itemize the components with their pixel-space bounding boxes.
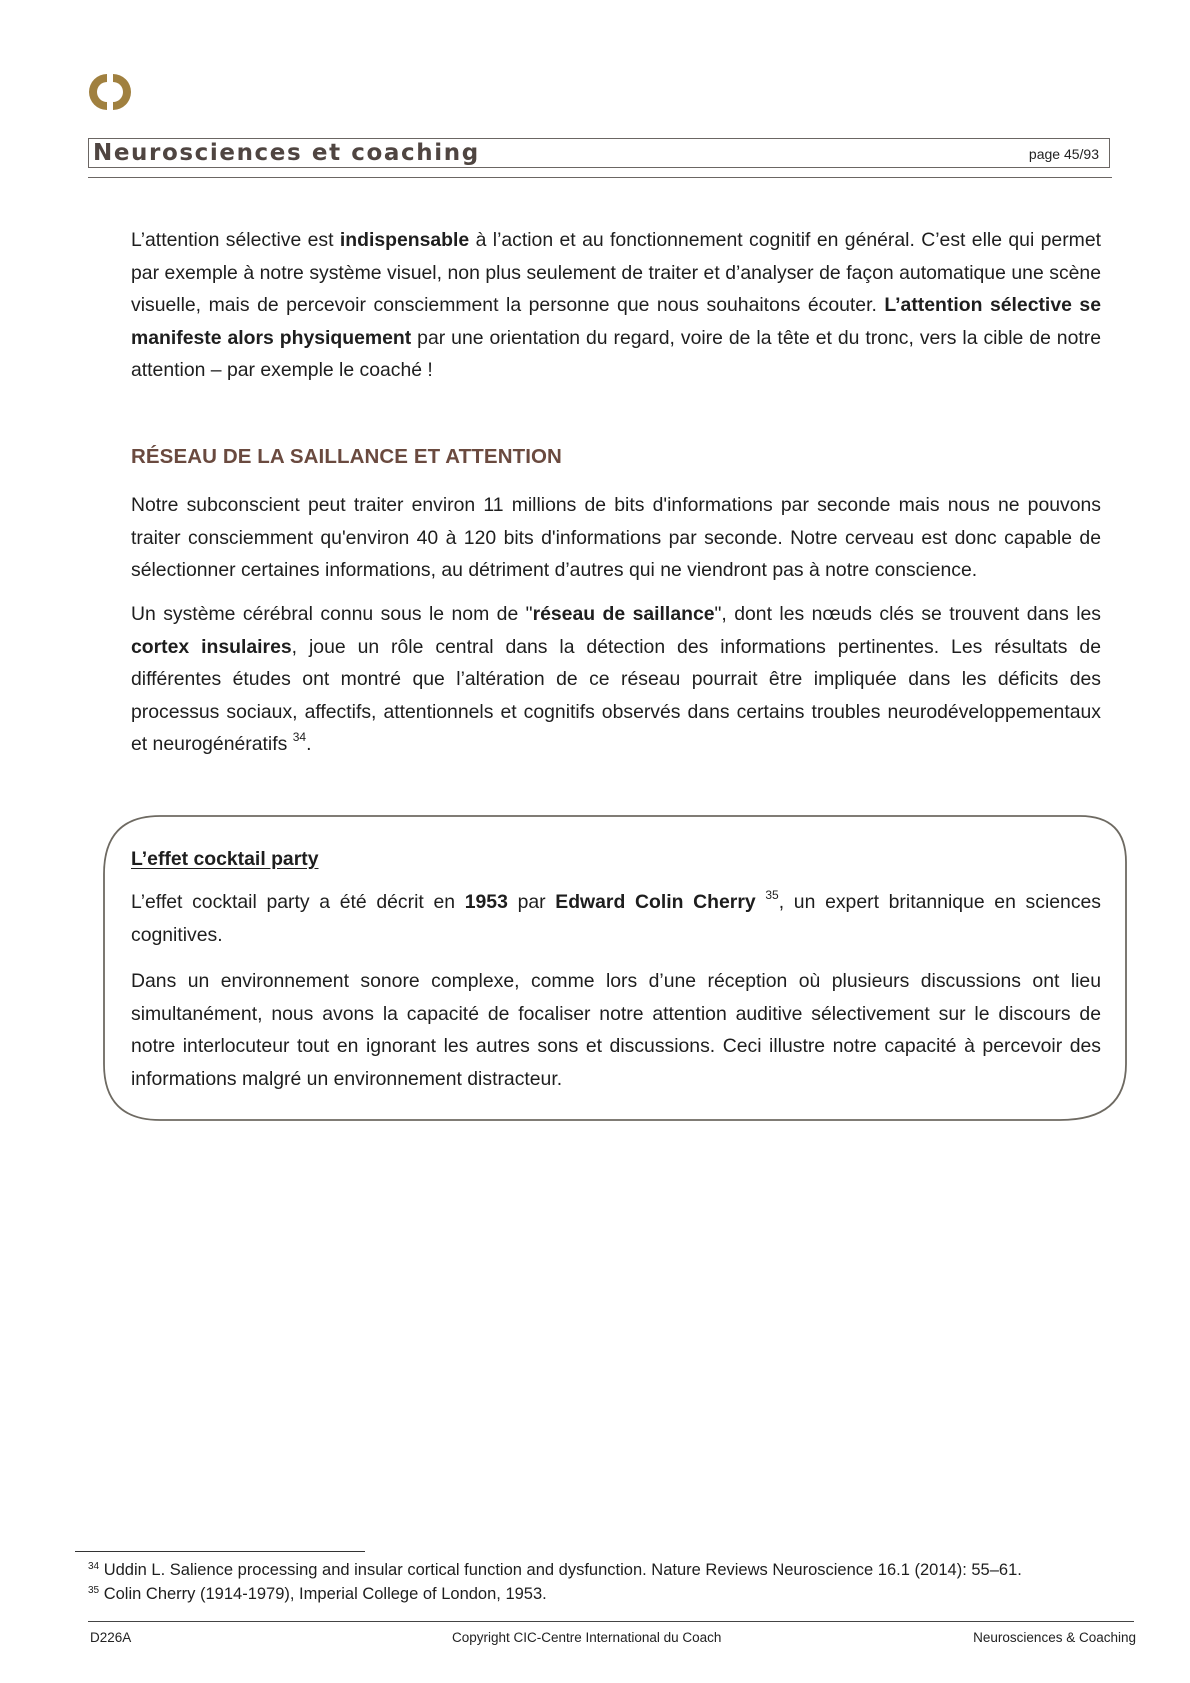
page-header (88, 138, 1110, 168)
bold-text: 1953 (464, 891, 508, 913)
bold-text: indispensable (339, 229, 470, 251)
footnotes (88, 1558, 1022, 1606)
section-heading: RÉSEAU DE LA SAILLANCE ET ATTENTION (131, 445, 562, 468)
footnote-35 (88, 1582, 1022, 1606)
footer-course-title: Neurosciences & Coaching (973, 1630, 1136, 1645)
text: à l’action et au fonctionnement cognitif en général. C’est elle qui permet par exemple à notre système visuel, non plus seulement de traiter et d’analyser de façon automatique une scène visuelle, mais de percevoir consciemment la personne que nous souhaitons écouter. (131, 229, 1101, 316)
footer-copyright: Copyright CIC-Centre International du Coach (452, 1630, 722, 1645)
text: Notre subconscient peut traiter environ 11 millions de bits d'informations par seconde mais nous ne pouvons traiter consciemment qu'environ 40 à 120 bits d'informations par seconde. Notre cerveau est donc capable de sélectionner certaines informations, au détriment d’autres qui ne viendront pas à notre conscience. (131, 494, 1101, 581)
footnote-text: Uddin L. Salience processing and insular cortical function and dysfunction. Nature Reviews Neuroscience 16.1 (2014): 55–61. (103, 1561, 1022, 1579)
paragraph-selective-attention (131, 224, 1101, 387)
text: L’effet cocktail party a été décrit en (131, 891, 465, 913)
text: . (306, 733, 312, 755)
footnote-number: 35 (88, 1585, 100, 1596)
bold-text: réseau de saillance (532, 603, 715, 625)
text: Un système cérébral connu sous le nom de " (131, 603, 533, 625)
text: , un expert britannique en sciences cognitives. (131, 891, 1101, 946)
bold-text: cortex insulaires (131, 635, 292, 658)
bold-text: L’attention sélective se manifeste alors physiquement (131, 294, 1101, 349)
bold-text: Edward Colin Cherry (555, 891, 756, 913)
footnote-ref-35[interactable]: 35 (765, 888, 779, 902)
callout-title: L’effet cocktail party (131, 848, 319, 870)
text: par une orientation du regard, voire de la tête et du tronc, vers la cible de notre attention – par exemple le coaché ! (131, 326, 1101, 381)
text: ", dont les nœuds clés se trouvent dans les (714, 603, 1101, 625)
header-divider (88, 177, 1112, 178)
footnote-divider (75, 1551, 365, 1552)
paragraph-subconscious (131, 489, 1101, 587)
footnote-34 (88, 1558, 1022, 1582)
text: par (507, 891, 556, 913)
footnote-text: Colin Cherry (1914-1979), Imperial College of London, 1953. (103, 1585, 547, 1603)
text: L’attention sélective est (131, 229, 340, 251)
footer-divider (88, 1621, 1134, 1622)
text: , joue un rôle central dans la détection des informations pertinentes. Les résultats de différentes études ont montré que l’altération de ce réseau pourrait être impliquée dans les déficits des processus sociaux, affectifs, attentionnels et cognitifs observés dans certains troubles neurodéveloppementaux et neurogénératifs (131, 635, 1101, 755)
document-title: Neurosciences et coaching (93, 140, 480, 166)
footnote-ref-34[interactable]: 34 (292, 730, 307, 744)
page-number: page 45/93 (1028, 146, 1099, 162)
footnote-number: 34 (88, 1561, 100, 1572)
footer-doc-code: D226A (90, 1630, 132, 1645)
cic-logo-icon (88, 70, 132, 114)
callout-paragraph-2: Dans un environnement sonore complexe, comme lors d’une réception où plusieurs discussions ont lieu simultanément, nous avons la capacité de focaliser notre attention auditive sélectivement sur le discours de notre interlocuteur tout en ignorant les autres sons et discussions. Ceci illustre notre capacité à percevoir des informations malgré un environnement distracteur. (131, 970, 1101, 1090)
callout-paragraph-1 (131, 886, 1101, 951)
paragraph-salience-network (131, 598, 1101, 761)
